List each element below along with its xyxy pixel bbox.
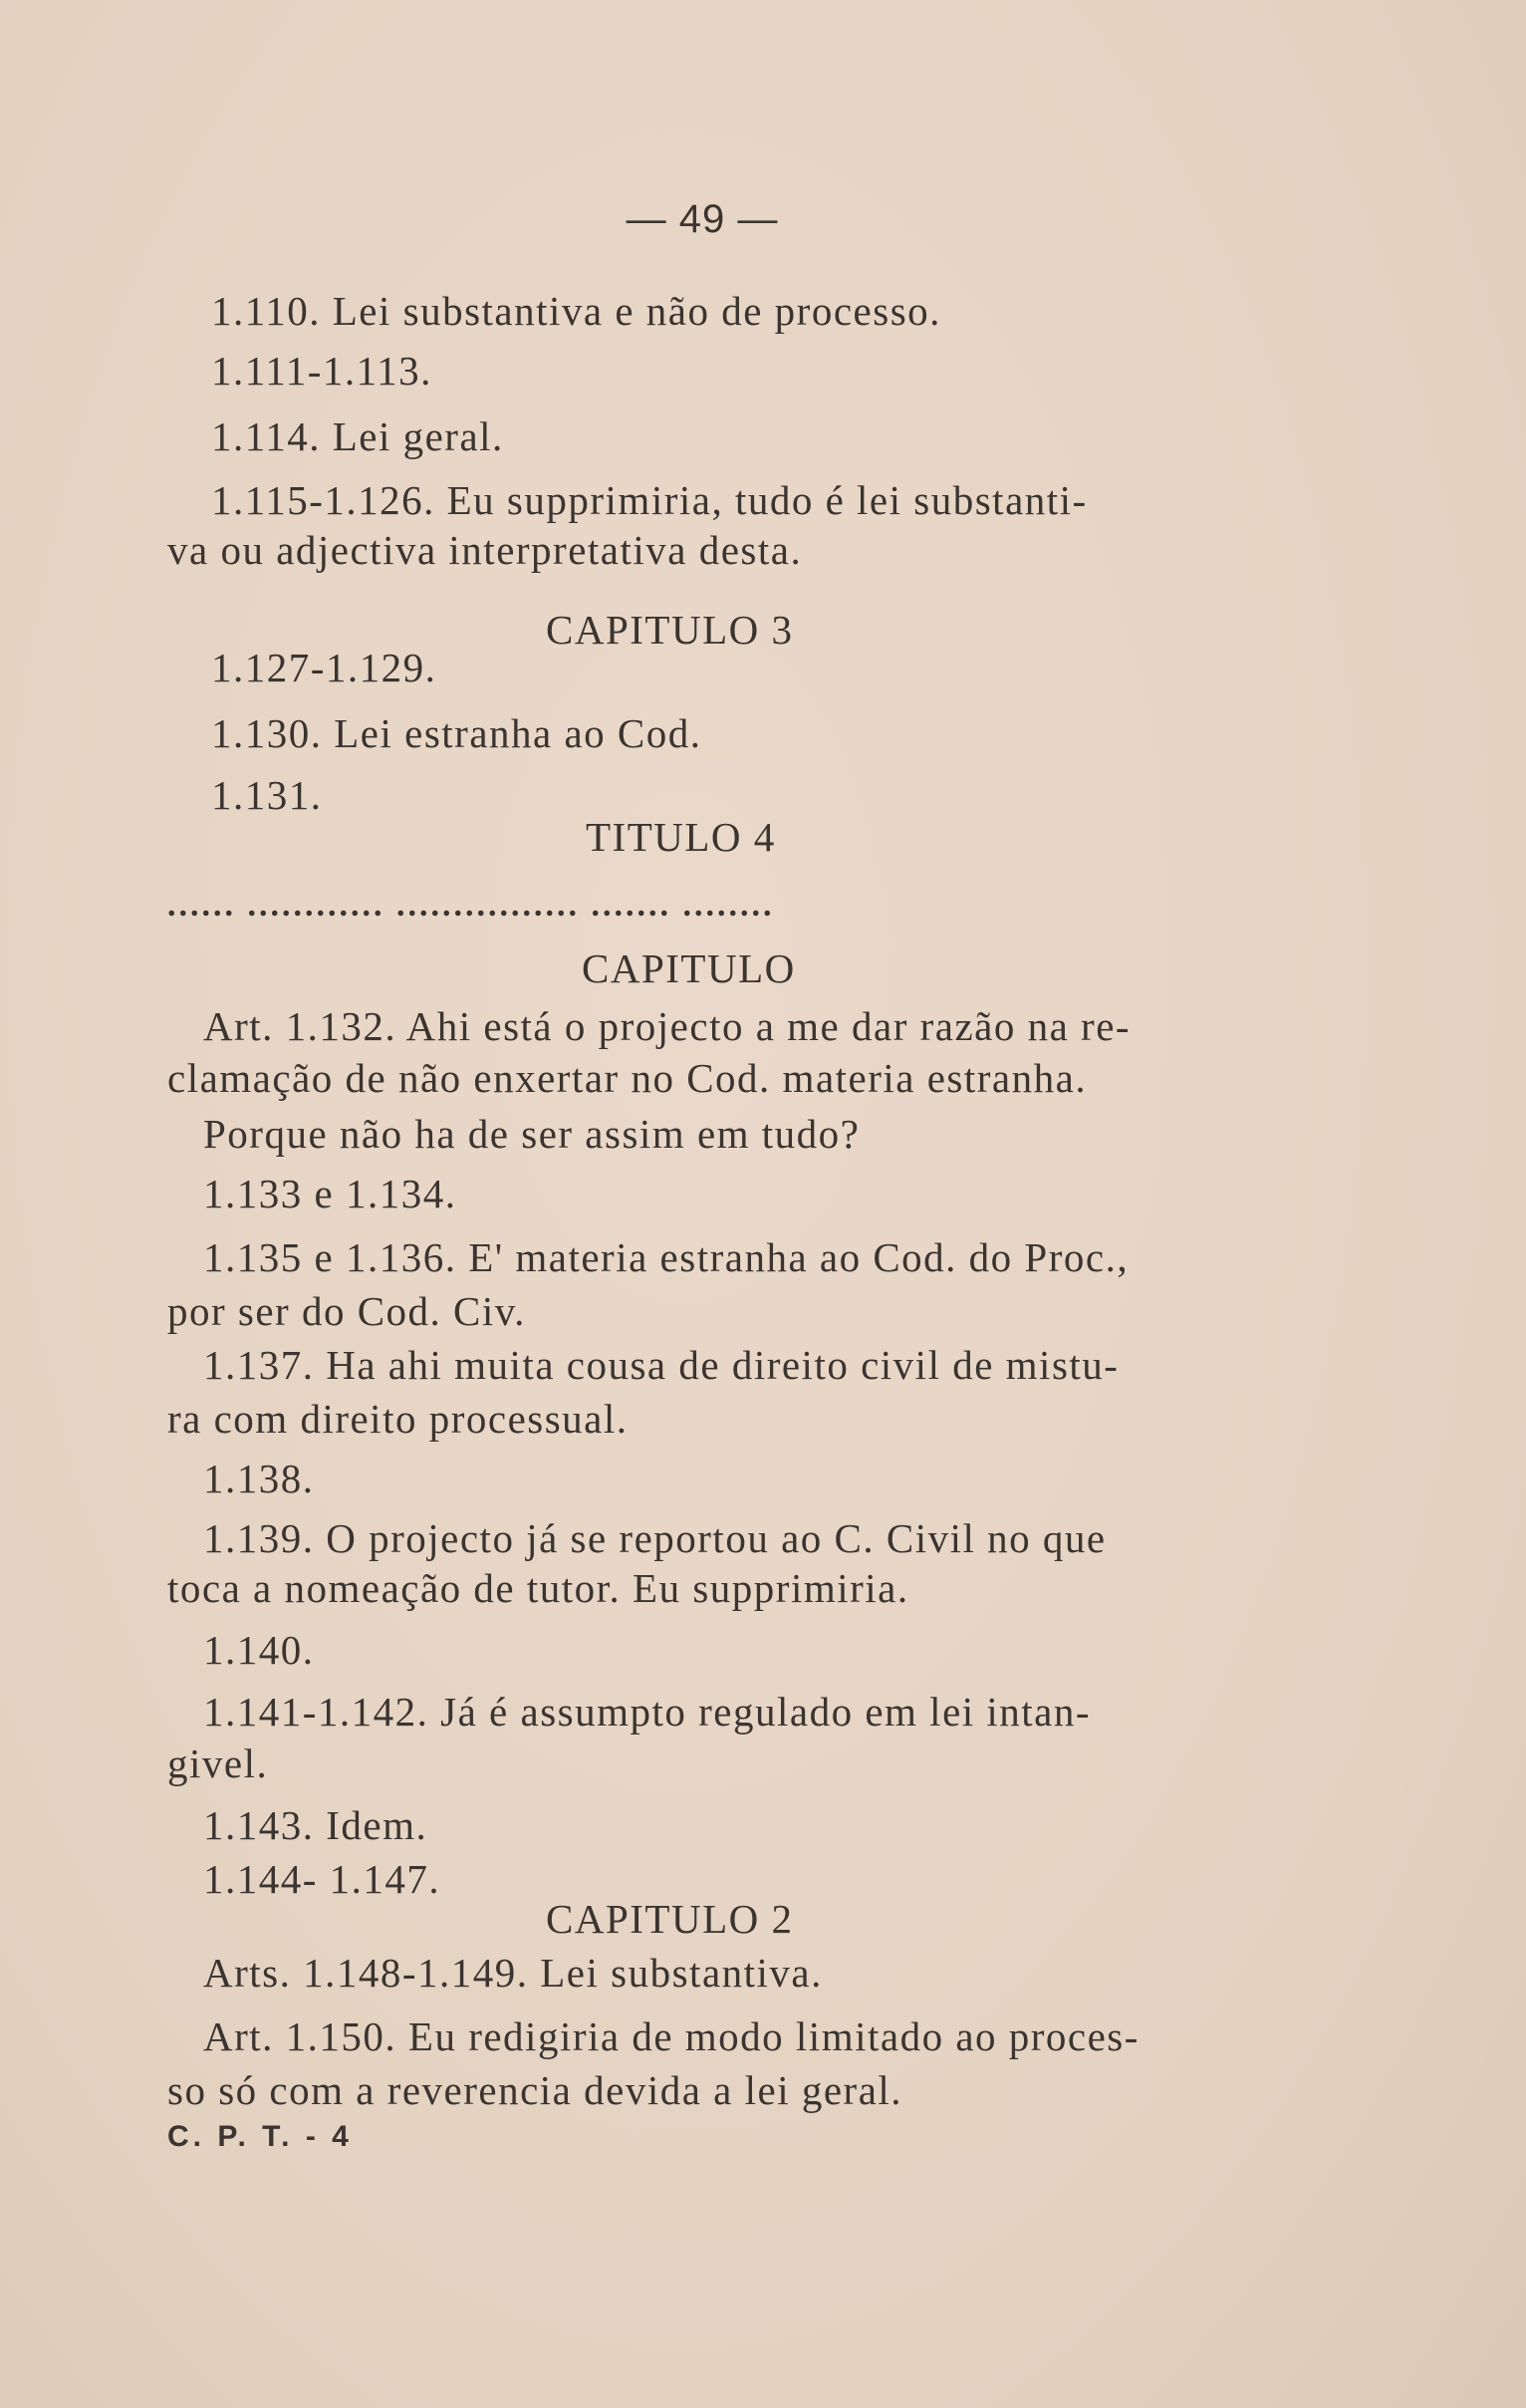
text-line: 1.111-1.113.	[211, 348, 432, 394]
text-line: toca a nomeação de tutor. Eu supprimiria.	[167, 1565, 909, 1611]
text-line: 1.144- 1.147.	[203, 1856, 441, 1902]
text-line: 1.130. Lei estranha ao Cod.	[211, 710, 702, 756]
text-line: clamação de não enxertar no Cod. materia estranha.	[167, 1055, 1088, 1101]
text-line: por ser do Cod. Civ.	[167, 1288, 526, 1334]
text-line: givel.	[167, 1740, 269, 1786]
text-line: so só com a reverencia devida a lei geral.	[167, 2067, 903, 2113]
text-line: ra com direito processual.	[167, 1396, 629, 1442]
text-line: 1.143. Idem.	[203, 1802, 428, 1848]
text-line: 1.114. Lei geral.	[211, 413, 504, 459]
title-heading: TITULO 4	[586, 814, 776, 860]
text-line: 1.133 e 1.134.	[203, 1171, 457, 1216]
text-line: 1.131.	[211, 772, 323, 818]
text-line: 1.140.	[203, 1627, 315, 1673]
text-line: 1.127-1.129.	[211, 645, 437, 690]
text-line: 1.137. Ha ahi muita cousa de direito civil de mistu-	[203, 1342, 1120, 1388]
text-line: 1.135 e 1.136. E' materia estranha ao Cod. do Proc.,	[203, 1234, 1130, 1280]
text-line: Art. 1.150. Eu redigiria de modo limitado ao proces-	[203, 2013, 1140, 2059]
chapter-heading: CAPITULO	[582, 945, 796, 991]
chapter-heading: CAPITULO 3	[546, 607, 794, 653]
chapter-heading: CAPITULO 2	[546, 1896, 794, 1942]
text-line: 1.139. O projecto já se reportou ao C. Civil no que	[203, 1515, 1107, 1561]
text-line: 1.115-1.126. Eu supprimiria, tudo é lei substanti-	[211, 477, 1088, 523]
text-line: Porque não ha de ser assim em tudo?	[203, 1111, 861, 1157]
signature-mark: C. P. T. - 4	[167, 2120, 353, 2153]
page-number: — 49 —	[626, 197, 779, 241]
text-line: Arts. 1.148-1.149. Lei substantiva.	[203, 1950, 823, 1996]
text-line: va ou adjectiva interpretativa desta.	[167, 527, 803, 573]
text-line: 1.110. Lei substantiva e não de processo.	[211, 288, 941, 334]
text-line: 1.141-1.142. Já é assumpto regulado em lei intan-	[203, 1689, 1092, 1735]
text-line: 1.138.	[203, 1456, 315, 1501]
ellipsis-divider: ...... ............ ................ ....... ........	[167, 887, 775, 924]
text-line: Art. 1.132. Ahi está o projecto a me dar razão na re-	[203, 1003, 1132, 1049]
